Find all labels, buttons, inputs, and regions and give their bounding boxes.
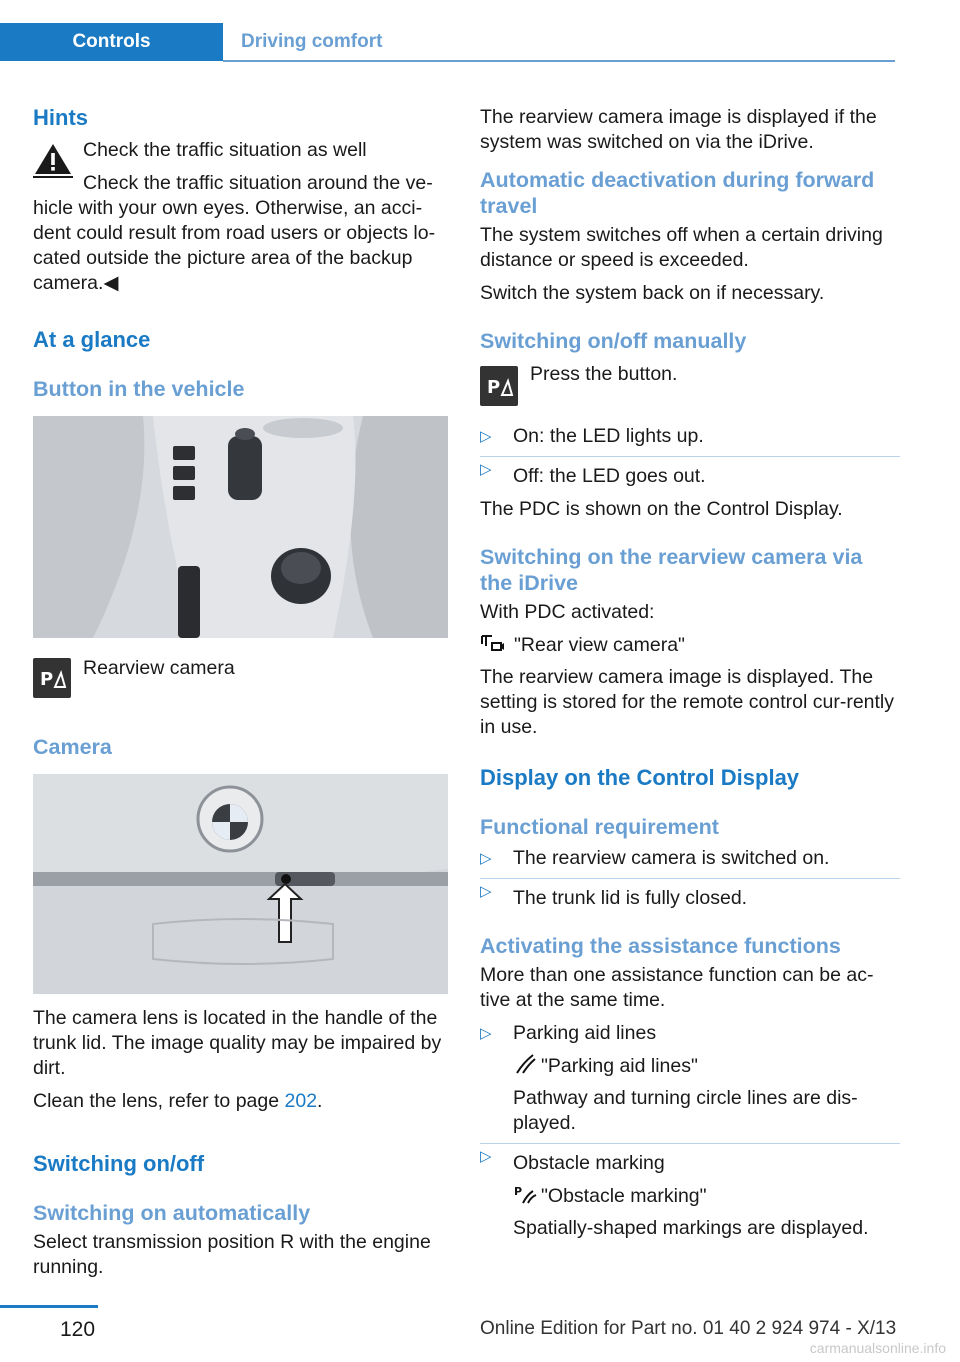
rearview-camera-button-caption	[33, 658, 449, 698]
auto-switch-text: Select transmission position R with the engine running.	[33, 1231, 431, 1278]
camera-photo	[33, 774, 448, 994]
page-202-link[interactable]: 202	[284, 1090, 318, 1112]
switching-on-off-heading: Switching on/off	[33, 1151, 205, 1176]
header-tabs	[0, 23, 382, 61]
interior-photo	[33, 416, 448, 638]
clean-lens-period: .	[317, 1090, 323, 1112]
svg-text:P: P	[487, 377, 501, 398]
auto-deactivation-heading: Automatic deactivation during forward travel	[480, 168, 875, 218]
auto-deactivation-text: The system switches off when a certain driving distance or speed is exceeded.	[480, 224, 883, 271]
led-on-text: On: the LED lights up.	[513, 425, 704, 447]
warning-icon	[33, 142, 73, 178]
idrive-heading: Switching on the rearview camera via the iDrive	[480, 545, 863, 595]
clean-lens-label: Clean the lens, refer to page	[33, 1090, 285, 1112]
pdc-shown-text: The PDC is shown on the Control Display.	[480, 498, 843, 520]
left-column	[33, 100, 449, 1280]
pdc-camera-button-icon	[33, 658, 71, 698]
right-column	[480, 100, 900, 1241]
tab-controls[interactable]: Controls	[0, 23, 223, 61]
display-heading: Display on the Control Display	[480, 765, 800, 790]
req2-text: The trunk lid is fully closed.	[513, 887, 748, 909]
page-number-rule	[0, 1305, 98, 1308]
activating-text: More than one assistance function can be ac-tive at the same time.	[480, 964, 874, 1011]
obstacle-marking-icon	[513, 1183, 537, 1205]
parking-aid-lines-icon	[513, 1053, 537, 1075]
warning-text: Check the traffic situation around the ve-hicle with your own eyes. Otherwise, an acci-dent could result from road users or objects lo-cated outside the picture area of the backup camera.◀	[33, 172, 436, 294]
warning-block	[33, 138, 449, 296]
assistance-list	[480, 1021, 900, 1241]
rearview-camera-label: Rearview camera	[83, 657, 235, 679]
parking-aid-menu-label[interactable]: "Parking aid lines"	[541, 1055, 698, 1077]
list-item	[480, 879, 900, 911]
switching-manually-heading: Switching on/off manually	[480, 329, 747, 353]
obstacle-menu-label[interactable]: "Obstacle marking"	[541, 1185, 707, 1207]
requirement-list	[480, 846, 900, 911]
list-item	[480, 424, 900, 457]
led-list	[480, 424, 900, 489]
button-in-vehicle-heading: Button in the vehicle	[33, 377, 245, 401]
warning-title: Check the traffic situation as well	[83, 139, 367, 161]
svg-text:P: P	[514, 1185, 523, 1198]
list-item	[480, 846, 900, 879]
camera-displayed-text: The rearview camera image is displayed. The setting is stored for the remote control cur-rently in use.	[480, 666, 895, 738]
with-pdc-text: With PDC activated:	[480, 601, 655, 623]
press-button-line	[480, 363, 900, 406]
header-rule	[223, 60, 895, 62]
obstacle-title: ▷ Obstacle marking	[513, 1152, 665, 1174]
watermark: carmanualsonline.info	[809, 1340, 946, 1356]
tab-driving-comfort[interactable]: Driving comfort	[241, 31, 383, 52]
rear-view-menu-label[interactable]: "Rear view camera"	[514, 634, 685, 656]
functional-requirement-heading: Functional requirement	[480, 815, 719, 839]
req1-text: The rearview camera is switched on.	[513, 847, 830, 869]
intro-text: The rearview camera image is displayed if the system was switched on via the iDrive.	[480, 106, 877, 153]
switch-back-text: Switch the system back on if necessary.	[480, 282, 825, 304]
camera-description: The camera lens is located in the handle of the trunk lid. The image quality may be impaired by dirt.	[33, 1007, 442, 1079]
press-button-text: Press the button.	[530, 363, 678, 385]
list-item	[480, 457, 900, 489]
svg-text:P: P	[40, 669, 54, 690]
rearview-camera-menu-icon	[480, 632, 504, 654]
obstacle-description: Spatially-shaped markings are displayed.	[513, 1217, 869, 1239]
parking-aid-menu-line	[513, 1053, 900, 1079]
clean-lens-text	[33, 1089, 449, 1114]
camera-heading: Camera	[33, 735, 112, 759]
hints-heading: Hints	[33, 105, 88, 130]
page-number: 120	[60, 1318, 96, 1341]
led-off-text: Off: the LED goes out.	[513, 465, 706, 487]
pdc-camera-button-icon	[480, 366, 518, 406]
parking-aid-title: ▷ Parking aid lines	[513, 1022, 657, 1044]
obstacle-menu-line	[513, 1183, 900, 1209]
switching-on-auto-heading: Switching on automatically	[33, 1201, 311, 1225]
parking-aid-description: Pathway and turning circle lines are dis-played.	[513, 1087, 858, 1134]
edition-footer: Online Edition for Part no. 01 40 2 924 974 - X/13	[480, 1318, 897, 1339]
rear-view-menu-line	[480, 632, 900, 658]
activating-heading: Activating the assistance functions	[480, 934, 841, 958]
at-a-glance-heading: At a glance	[33, 327, 151, 352]
list-item	[480, 1144, 900, 1241]
list-item	[480, 1021, 900, 1144]
